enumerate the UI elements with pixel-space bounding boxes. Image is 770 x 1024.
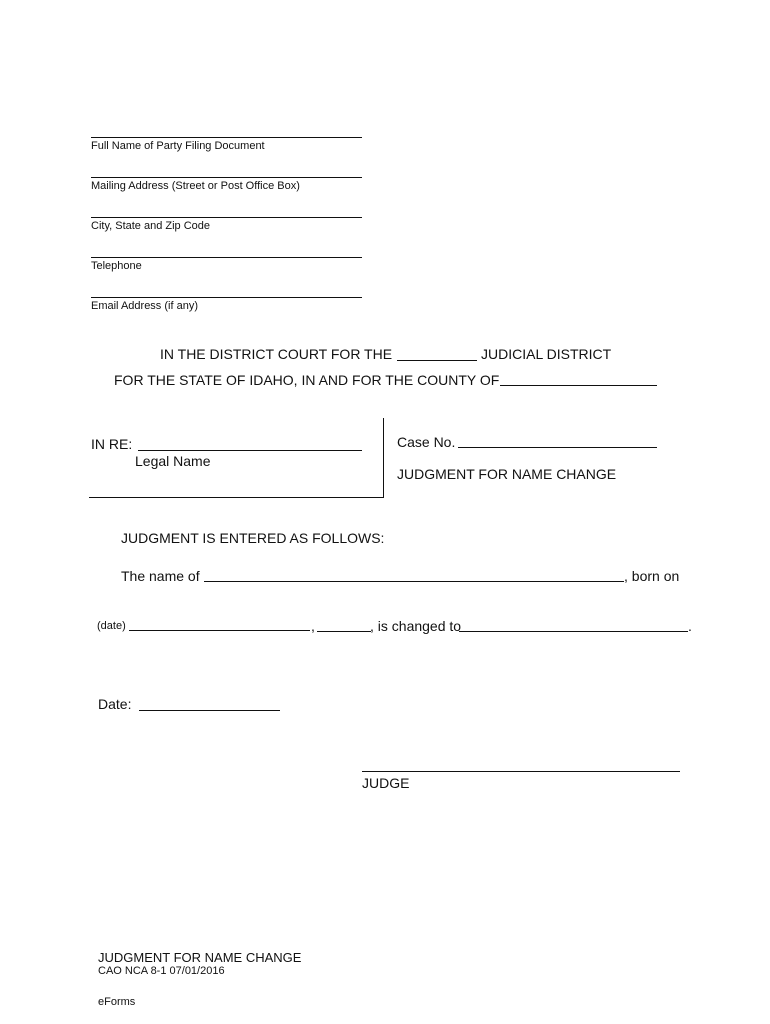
- full-name-field[interactable]: [91, 137, 362, 138]
- email-field[interactable]: [91, 297, 362, 298]
- document-title: JUDGMENT FOR NAME CHANGE: [397, 466, 617, 482]
- footer-brand: eForms: [98, 996, 136, 1008]
- case-no-field[interactable]: [458, 447, 657, 448]
- judge-label: JUDGE: [362, 775, 410, 791]
- caption-bottom-rule: [89, 497, 384, 498]
- current-name-field[interactable]: [204, 581, 624, 582]
- telephone-field[interactable]: [91, 257, 362, 258]
- mailing-address-label: Mailing Address (Street or Post Office Box): [91, 180, 300, 192]
- court-line2: FOR THE STATE OF IDAHO, IN AND FOR THE COUNTY OF: [114, 372, 500, 388]
- name-of-label: The name of: [121, 568, 200, 584]
- judge-signature-line[interactable]: [362, 771, 680, 772]
- mailing-address-field[interactable]: [91, 177, 362, 178]
- telephone-label: Telephone: [91, 260, 142, 272]
- signature-date-label: Date:: [98, 696, 132, 712]
- caption-divider: [383, 418, 384, 498]
- new-name-field[interactable]: [459, 631, 688, 632]
- court-line1-end: JUDICIAL DISTRICT: [481, 346, 612, 362]
- legal-name-field[interactable]: [138, 450, 362, 451]
- changed-to-label: , is changed to: [370, 618, 462, 634]
- sentence-period: .: [688, 618, 692, 634]
- county-field[interactable]: [500, 385, 657, 386]
- judicial-district-field[interactable]: [397, 360, 477, 361]
- court-line1-start: IN THE DISTRICT COURT FOR THE: [160, 346, 393, 362]
- footer-title: JUDGMENT FOR NAME CHANGE: [98, 950, 302, 965]
- judgment-entered-heading: JUDGMENT IS ENTERED AS FOLLOWS:: [121, 530, 385, 546]
- born-on-label: , born on: [624, 568, 680, 584]
- date-label: (date): [97, 620, 126, 632]
- legal-name-label: Legal Name: [135, 453, 211, 469]
- in-re-label: IN RE:: [91, 436, 133, 452]
- case-no-label: Case No.: [397, 434, 456, 450]
- date-comma: ,: [311, 618, 315, 634]
- birth-date-field[interactable]: [129, 630, 310, 631]
- email-label: Email Address (if any): [91, 300, 198, 312]
- city-state-zip-label: City, State and Zip Code: [91, 220, 211, 232]
- birth-year-field[interactable]: [317, 631, 371, 632]
- footer-form-code: CAO NCA 8-1 07/01/2016: [98, 965, 225, 977]
- full-name-label: Full Name of Party Filing Document: [91, 140, 265, 152]
- signature-date-field[interactable]: [139, 710, 280, 711]
- city-state-zip-field[interactable]: [91, 217, 362, 218]
